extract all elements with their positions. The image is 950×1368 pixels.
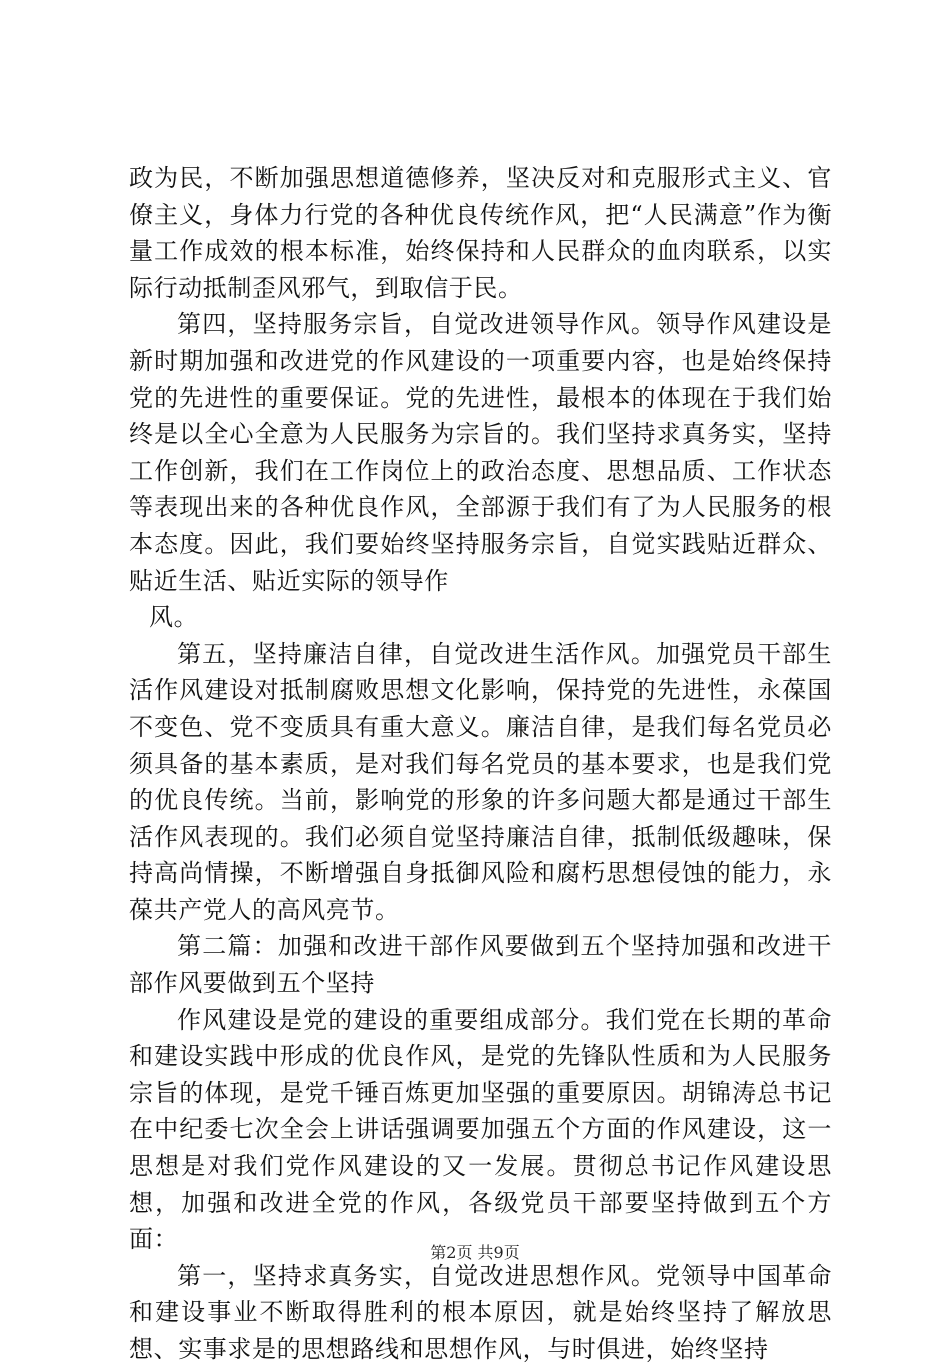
document-body: [129, 160, 832, 1368]
paragraph-continuation: 政为民，不断加强思想道德修养，坚决反对和克服形式主义、官僚主义，身体力行党的各种优良传统作风，把“人民满意”作为衡量工作成效的根本标准，始终保持和人民群众的血肉联系，以实际行动抵制歪风邪气，到取信于民。: [129, 164, 832, 302]
paragraph-point-four: 第四，坚持服务宗旨，自觉改进领导作风。领导作风建设是新时期加强和改进党的作风建设的一项重要内容，也是始终保持党的先进性的重要保证。党的先进性，最根本的体现在于我们始终是以全心全意为人民服务为宗旨的。我们坚持求真务实，坚持工作创新，我们在工作岗位上的政治态度、思想品质、工作状态等表现出来的各种优良作风，全部源于我们有了为人民服务的根本态度。因此，我们要始终坚持服务宗旨，自觉实践贴近群众、贴近生活、贴近实际的领导作: [129, 310, 832, 595]
paragraph-point-one: 第一，坚持求真务实，自觉改进思想作风。党领导中国革命和建设事业不断取得胜利的根本原因，就是始终坚持了解放思想、实事求是的思想路线和思想作风，与时俱进，始终坚持: [129, 1261, 832, 1363]
paragraph-orphan-line: 风。: [149, 603, 199, 632]
paragraph-point-five: 第五，坚持廉洁自律，自觉改进生活作风。加强党员干部生活作风建设对抵制腐败思想文化影响，保持党的先进性，永葆国不变色、党不变质具有重大意义。廉洁自律，是我们每名党员必须具备的基本素质，是对我们每名党员的基本要求，也是我们党的优良传统。当前，影响党的形象的许多问题大都是通过干部生活作风表现的。我们必须自觉坚持廉洁自律，抵制低级趣味，保持高尚情操，不断增强自身抵御风险和腐朽思想侵蚀的能力，永葆共产党人的高风亮节。: [129, 639, 832, 924]
section-heading-second-article: 第二篇：加强和改进干部作风要做到五个坚持加强和改进干部作风要做到五个坚持: [129, 932, 832, 998]
page-footer: 第2页 共9页: [430, 1243, 520, 1262]
paragraph-intro: 作风建设是党的建设的重要组成部分。我们党在长期的革命和建设实践中形成的优良作风，是党的先锋队性质和为人民服务宗旨的体现，是党千锤百炼更加坚强的重要原因。胡锦涛总书记在中纪委七次全会上讲话强调要加强五个方面的作风建设，这一思想是对我们党作风建设的又一发展。贯彻总书记作风建设思想，加强和改进全党的作风，各级党员干部要坚持做到五个方面：: [129, 1005, 832, 1254]
